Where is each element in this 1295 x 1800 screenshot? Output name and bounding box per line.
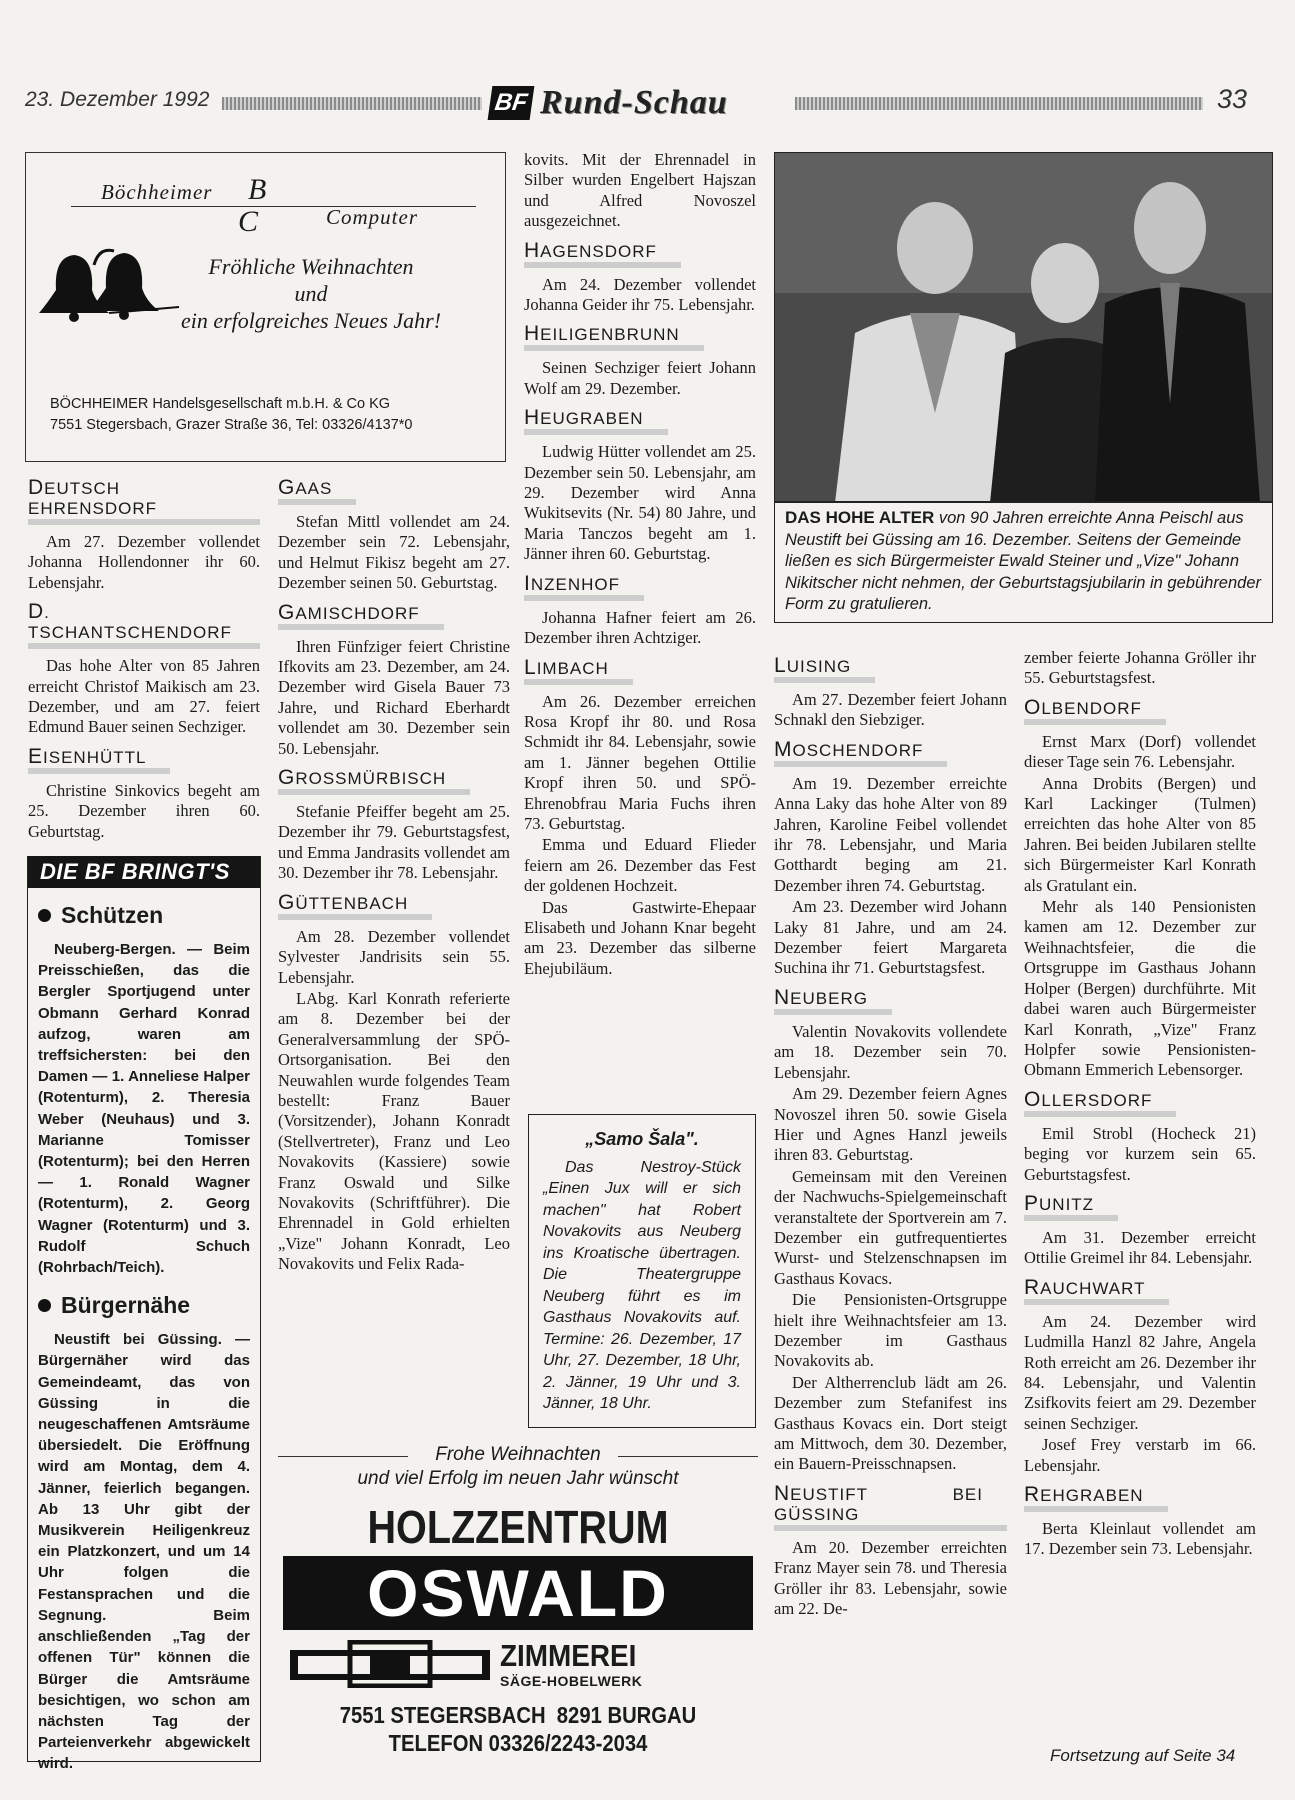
article-paragraph: Ludwig Hütter vollendet am 25. Dezember sein 50. Lebensjahr, am 29. Dezember wird Anna Wukitsevits (Nr. 54) 80 Jahre, und Maria Tanczos begeht am 1. Jänner ihren 60. Geburtstag.	[524, 442, 756, 564]
buergernaehe-heading	[38, 1292, 250, 1319]
heading-initial: E	[28, 744, 44, 768]
article-paragraph: Gemeinsam mit den Vereinen der Nachwuchs-Spielgemeinschaft veranstaltete der Sportverein am 7. Dezember ein gutfrequentiertes Wurst- und Stelzenschnapsen im Gasthaus Kovacs.	[774, 1166, 1007, 1288]
holz-saege: SÄGE-HOBELWERK	[500, 1673, 643, 1689]
buergernaehe-text: Neustift bei Güssing. — Bürgernäher wird das Gemeindeamt, das von Güssing in die neugeschaffenen Amtsräume übersiedelt. Die Eröffnung wird am Montag, dem 4. Jänner, feierlich begangen. Ab 13 Uhr gibt der Musikverein Heiligenkreuz ein Platzkonzert, und um 14 Uhr folgen die Festansprachen und die Segnung. Beim anschließenden „Tag der offenen Tür" können die Bürger die Amtsräume besichtigen, wo schon am nächsten Tag der Parteienverkehr abgewickelt wird.	[38, 1331, 250, 1773]
holzzentrum-ad	[278, 1444, 758, 1766]
issue-date: 23. Dezember 1992	[25, 88, 210, 111]
ad-greeting-line3: ein erfolgreiches Neues Jahr!	[180, 308, 442, 333]
heading-initial: R	[1024, 1275, 1041, 1299]
article-paragraph: Der Altherrenclub lädt am 26. Dezember zum Stefanifest ins Gasthaus Kovacs ein. Dort steigt am Mittwoch, dem 30. Dezember, ein Bauern-Preisschnapsen.	[774, 1372, 1007, 1474]
location-heading	[524, 408, 668, 435]
ad-greeting	[126, 253, 496, 334]
heading-initial: G	[278, 476, 296, 499]
ad-letter-b: B	[248, 173, 267, 206]
article-paragraph: Die Pensionisten-Ortsgruppe hielt ihre Weihnachtsfeier am 13. Dezember im Gasthaus Novakovits ab.	[774, 1290, 1007, 1371]
heading-rest: AGENSDORF	[540, 241, 657, 261]
heading-rest: OSCHENDORF	[792, 740, 924, 760]
location-heading	[278, 890, 432, 920]
location-heading	[278, 768, 470, 795]
location-heading	[524, 571, 644, 601]
article-paragraph: LAbg. Karl Konrath referierte am 8. Dezember bei der Generalversammlung der SPÖ-Ortsorganisation. Bei den Neuwahlen wurde folgendes Team bestellt: Franz Bauer (Vorsitzender), Johann Konradt (Stellvertreter), Franz und Leo Novakovits (Kassiere) sowie Franz Oswald und Silke Novakovits (Schriftführer). Die Ehrennadel in Gold erhielten „Vize" Johann Konradt, Leo Novakovits und Felix Rada-	[278, 988, 510, 1274]
holz-zimmerei: ZIMMEREI	[500, 1638, 637, 1673]
header-rule-right	[795, 97, 1203, 110]
article-paragraph: Am 27. Dezember feiert Johann Schnakl den Siebziger.	[774, 690, 1007, 730]
article-paragraph: Am 24. Dezember wird Ludmilla Hanzl 82 Jahre, Angela Roth erreicht am 26. Dezember ihr 84. Lebensjahr, und Valentin Zsifkovits feiert am 29. Dezember seinen Sechziger.	[1024, 1311, 1256, 1433]
location-heading	[278, 478, 356, 505]
heading-initial: L	[524, 655, 537, 679]
heading-rest: EILIGENBRUNN	[540, 325, 680, 345]
heading-initial: H	[524, 406, 541, 430]
article-paragraph: Am 24. Dezember vollendet Johanna Geider ihr 75. Lebensjahr.	[524, 274, 756, 315]
heading-initial: G	[278, 600, 296, 624]
heading-initial: D	[28, 600, 45, 624]
article-paragraph: Valentin Novakovits vollendete am 18. Dezember sein 70. Lebensjahr.	[774, 1021, 1007, 1082]
article-paragraph: Am 28. Dezember vollendet Sylvester Jandrisits sein 55. Lebensjahr.	[278, 926, 510, 987]
article-paragraph: Johanna Hafner feiert am 26. Dezember ihren Achtziger.	[524, 607, 756, 648]
article-paragraph: Am 31. Dezember erreicht Ottilie Greimel ihr 84. Lebensjahr.	[1024, 1227, 1256, 1268]
header-rule-left	[222, 97, 482, 110]
article-paragraph: Ernst Marx (Dorf) vollendet dieser Tage sein 76. Lebensjahr.	[1024, 731, 1256, 772]
heading-rest: EHGRABEN	[1040, 1486, 1144, 1505]
continuation-note: Fortsetzung auf Seite 34	[1050, 1746, 1236, 1765]
caption-lead: DAS HOHE ALTER	[785, 508, 935, 527]
schuetzen-heading	[38, 902, 250, 929]
location-heading	[1024, 1087, 1176, 1117]
ad-brand-left: Böchheimer	[101, 180, 213, 204]
samo-title: „Samo Šala".	[585, 1129, 699, 1149]
bf-logo: BF	[488, 86, 535, 120]
article-paragraph: Christine Sinkovics begeht am 25. Dezember ihren 60. Geburtstag.	[28, 780, 260, 841]
heading-rest: UNITZ	[1039, 1194, 1095, 1214]
schuetzen-title: Schützen	[61, 902, 164, 928]
article-paragraph: Mehr als 140 Pensionisten kamen am 12. Dezember zur Weihnachtsfeier, die die Ortsgruppe im Gasthaus Johann Holper (Bergen) durchführte. Mit dabei waren auch Bürgermeister Karl Konrath, „Vize" Franz Holpfer sowie Pensionisten-Obmann Emmerich Lebensorger.	[1024, 897, 1256, 1080]
location-heading	[774, 1481, 1007, 1531]
bullet-icon	[38, 909, 51, 922]
photo-caption	[774, 502, 1273, 623]
heading-initial: G	[278, 890, 296, 914]
location-heading	[524, 324, 704, 351]
article-paragraph: Ihren Fünfziger feiert Christine Ifkovits am 23. Dezember, am 24. Dezember wird Gisela Bauer 73 Jahre, und Richard Eberhardt vollendet am 30. Dezember sein 50. Lebensjahr.	[278, 636, 510, 758]
article-paragraph: Stefanie Pfeiffer begeht am 25. Dezember ihr 79. Geburtstagsfest, und Emma Jandrasits vollendet am 30. Dezember ihr 78. Lebensjahr.	[278, 802, 510, 883]
heading-initial: H	[524, 322, 541, 346]
article-paragraph: Das Gastwirte-Ehepaar Elisabeth und Johann Knar begeht am 23. Dezember das silberne Ehejubiläum.	[524, 897, 756, 978]
heading-initial: R	[1024, 1483, 1041, 1506]
heading-rest: AAS	[295, 479, 333, 498]
rundschau-logo: Rund-Schau	[540, 84, 728, 121]
column-4	[774, 648, 1007, 1620]
heading-rest: EUTSCH EHRENSDORF	[28, 479, 158, 518]
location-heading	[1024, 695, 1166, 725]
heading-rest: AMISCHDORF	[295, 603, 420, 623]
col5-intro: zember feierte Johanna Gröller ihr 55. Geburtstagsfest.	[1024, 648, 1256, 688]
heading-initial: L	[774, 654, 787, 677]
heading-initial: O	[1024, 695, 1042, 719]
article-paragraph: Josef Frey verstarb im 66. Lebensjahr.	[1024, 1435, 1256, 1475]
article-paragraph: Am 27. Dezember vollendet Johanna Hollendonner ihr 60. Lebensjahr.	[28, 532, 260, 592]
heading-rest: EUSTIFT BEI GÜSSING	[774, 1484, 983, 1524]
location-heading	[774, 737, 947, 767]
bullet-icon	[38, 1299, 51, 1312]
heading-rest: . TSCHANTSCHENDORF	[28, 603, 232, 643]
heading-rest: NZENHOF	[530, 574, 621, 594]
article-paragraph: Seinen Sechziger feiert Johann Wolf am 29. Dezember.	[524, 358, 756, 398]
heading-initial: H	[524, 238, 541, 262]
heading-initial: I	[524, 571, 531, 595]
article-paragraph: Berta Kleinlaut vollendet am 17. Dezember sein 73. Lebensjahr.	[1024, 1519, 1256, 1559]
article-paragraph: Das hohe Alter von 85 Jahren erreicht Christof Maikisch am 23. Dezember, und am 27. feiert Edmund Bauer seinen Sechziger.	[28, 656, 260, 737]
column-5	[1024, 648, 1256, 1561]
column-3	[524, 150, 756, 980]
article-paragraph: Am 19. Dezember erreichte Anna Laky das hohe Alter von 89 Jahren, Karoline Feibel vollendet ihr 78. Lebensjahr, und Maria Gotthardt beging am 21. Dezember ihren 74. Geburtstag.	[774, 773, 1007, 895]
heading-initial: N	[774, 985, 791, 1009]
photo-anna-peischl	[774, 152, 1273, 502]
heading-initial: N	[774, 1481, 791, 1505]
samo-sala-box	[528, 1114, 756, 1428]
heading-initial: D	[28, 476, 45, 499]
article-paragraph: Am 23. Dezember wird Johann Laky 81 Jahre, und am 24. Dezember feiert Margareta Suchina ihr 71. Geburtstagsfest.	[774, 897, 1007, 978]
location-heading	[278, 600, 444, 630]
heading-rest: ISENHÜTTL	[43, 747, 147, 767]
article-paragraph: Stefan Mittl vollendet am 24. Dezember sein 72. Lebensjahr, und Helmut Fikisz begeht am 27. Dezember seinen 50. Geburtstag.	[278, 512, 510, 593]
holz-name-2: OSWALD	[283, 1556, 753, 1630]
samo-text: Das Nestroy-Stück „Einen Jux will er sich machen" hat Robert Novakovits aus Neuberg ins Kroatische übertragen. Die Theatergruppe Neuberg führt es im Gasthaus Novakovits auf. Termine: 26. Dezember, 17 Uhr, 27. Dezember, 18 Uhr, 2. Jänner, 19 Uhr und 3. Jänner, 18 Uhr.	[543, 1158, 741, 1412]
article-paragraph: Am 29. Dezember feiern Agnes Novoszel ihren 50. sowie Gisela Hier und Agnes Hanzl jeweils ihren 83. Geburtstag.	[774, 1084, 1007, 1165]
location-heading	[1024, 1191, 1118, 1221]
schuetzen-text: Neuberg-Bergen. — Beim Preisschießen, das die Bergler Sportjugend unter Obmann Gerhard Konrad aufzog, waren am treffsichersten: bei den Damen — 1. Anneliese Halper (Rotenturm), 2. Theresia Weber (Neuhaus) und 3. Marianne Tomisser (Rotenturm); bei den Herren — 1. Ronald Wagner (Rotenturm), 2. Georg Wagner (Rotenturm) und 3. Rudolf Schuch (Rohrbach/Teich).	[38, 941, 250, 1277]
heading-initial: P	[1024, 1191, 1040, 1215]
location-heading	[28, 478, 260, 525]
ad-greeting-line2: und	[294, 281, 328, 306]
ad-brand-right: Computer	[326, 205, 418, 229]
bf-bringts-title: DIE BF BRINGT'S	[28, 856, 260, 888]
boechheimer-ad	[25, 152, 506, 462]
zimmerei-logo-icon	[290, 1640, 490, 1688]
ad-company-name: BÖCHHEIMER Handelsgesellschaft m.b.H. & Co KG	[50, 396, 391, 412]
article-paragraph: Am 20. Dezember erreichten Franz Mayer sein 78. und Theresia Gröller ihr 83. Lebensjahr, sowie am 22. De-	[774, 1537, 1007, 1619]
heading-rest: ROSSMÜRBISCH	[295, 769, 447, 789]
ad-letter-c: C	[238, 205, 259, 238]
page-number: 33	[1216, 84, 1247, 114]
holz-phone: TELEFON 03326/2243-2034	[388, 1730, 648, 1756]
ad-address: 7551 Stegersbach, Grazer Straße 36, Tel: 03326/4137*0	[50, 417, 413, 433]
heading-initial: M	[774, 737, 793, 761]
location-heading	[774, 985, 892, 1015]
ad-greeting-line1: Fröhliche Weihnachten	[208, 254, 414, 279]
heading-rest: EUBERG	[790, 988, 868, 1008]
location-heading	[28, 744, 170, 774]
location-heading	[28, 602, 260, 649]
holz-name-1: HOLZZENTRUM	[367, 1501, 669, 1553]
location-heading	[1024, 1485, 1168, 1512]
heading-rest: LLERSDORF	[1041, 1090, 1153, 1110]
article-paragraph: Emil Strobl (Hocheck 21) beging vor kurzem sein 65. Geburtstagsfest.	[1024, 1123, 1256, 1184]
bf-bringts-box	[27, 856, 261, 1773]
holz-address: 7551 STEGERSBACH 8291 BURGAU	[339, 1702, 697, 1728]
heading-rest: AUCHWART	[1040, 1278, 1146, 1298]
location-heading	[524, 238, 681, 268]
holz-greeting-1: Frohe Weihnachten	[435, 1444, 601, 1465]
col3-intro: kovits. Mit der Ehrennadel in Silber wurden Engelbert Hajszan und Alfred Novoszel ausgezeichnet.	[524, 150, 756, 231]
article-paragraph: Anna Drobits (Bergen) und Karl Lackinger (Tulmen) erreichten das hohe Alter von 85 Jahren. Bei beiden Jubilaren stellte sich Bürgermeister Karl Konrath als Gratulant ein.	[1024, 773, 1256, 895]
heading-initial: G	[278, 766, 296, 790]
heading-rest: ÜTTENBACH	[295, 893, 409, 913]
caption-text: von 90 Jahren erreichte Anna Peischl aus Neustift bei Güssing am 16. Dezember. Seitens der Gemeinde ließen es sich Bürgermeister Ewald Steiner und „Vize" Johann Nikitscher nicht nehmen, der Geburtstagsjubilarin in gebührender Form zu gratulieren.	[785, 509, 1262, 613]
article-paragraph: Am 26. Dezember erreichen Rosa Kropf ihr 80. und Rosa Schmidt ihr 84. Lebensjahr, sowie am 1. Jänner begehen Ottilie Kropf ihren 50. und SPÖ-Ehrenobfrau Maria Fuchs ihren 73. Geburtstag.	[524, 691, 756, 833]
heading-rest: IMBACH	[536, 658, 609, 678]
heading-rest: LBENDORF	[1041, 698, 1142, 718]
location-heading	[774, 656, 875, 683]
photo-illustration	[775, 153, 1273, 502]
article-paragraph: Emma und Eduard Flieder feiern am 26. Dezember das Fest der goldenen Hochzeit.	[524, 835, 756, 896]
heading-initial: O	[1024, 1087, 1042, 1111]
location-heading	[1024, 1275, 1169, 1305]
buergernaehe-title: Bürgernähe	[61, 1292, 191, 1319]
column-1	[28, 470, 260, 843]
column-2	[278, 470, 510, 1276]
heading-rest: UISING	[786, 657, 852, 676]
masthead-logo	[490, 84, 728, 122]
location-heading	[524, 655, 633, 685]
heading-rest: EUGRABEN	[540, 409, 644, 429]
holz-greeting-2: und viel Erfolg im neuen Jahr wünscht	[357, 1468, 679, 1489]
